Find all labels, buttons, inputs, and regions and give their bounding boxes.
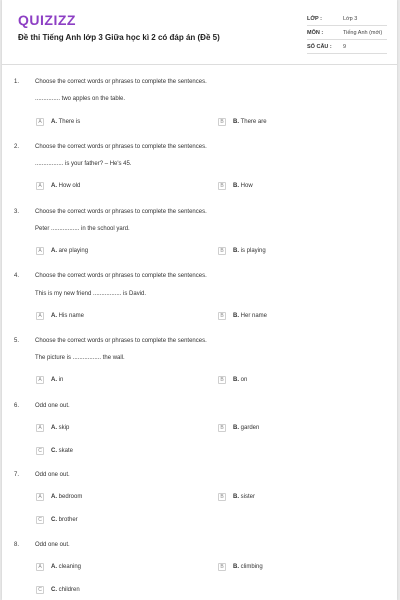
option-text: in <box>58 377 64 383</box>
option-label: A. <box>51 119 57 125</box>
question-number: 3. <box>14 209 20 215</box>
option-label: A. <box>51 377 57 383</box>
option-text: How old <box>58 183 81 189</box>
option-label: A. <box>51 248 57 254</box>
option-letter-box: C <box>36 447 44 455</box>
page-title: Đề thi Tiếng Anh lớp 3 Giữa học kì 2 có đáp án (Đề 5) <box>18 33 220 42</box>
meta-value: 9 <box>343 44 347 50</box>
header-divider <box>2 64 397 65</box>
option-letter-box: C <box>36 516 44 524</box>
meta-row-count <box>307 42 387 54</box>
question-number: 4. <box>14 273 20 279</box>
answer-option[interactable] <box>218 117 267 127</box>
answer-option[interactable] <box>218 375 247 385</box>
option-text: There is <box>58 119 81 125</box>
answer-option[interactable] <box>36 117 80 127</box>
answer-option[interactable] <box>36 375 63 385</box>
question-number: 2. <box>14 144 20 150</box>
option-letter-box: B <box>218 247 226 255</box>
option-text: climbing <box>240 564 263 570</box>
option-label: B. <box>233 564 239 570</box>
option-letter-box: B <box>218 182 226 190</box>
question-number: 8. <box>14 542 20 548</box>
option-label: A. <box>51 313 57 319</box>
option-label: A. <box>51 494 57 500</box>
answer-option[interactable] <box>36 446 73 456</box>
option-text: skip <box>58 425 70 431</box>
option-label: A. <box>51 425 57 431</box>
option-text: sister <box>240 494 256 500</box>
option-text: There are <box>240 119 267 125</box>
question-text: Choose the correct words or phrases to complete the sentences. <box>35 209 207 215</box>
question-text: Choose the correct words or phrases to complete the sentences. <box>35 273 207 279</box>
option-letter-box: B <box>218 118 226 126</box>
answer-option[interactable] <box>218 246 266 256</box>
answer-option[interactable] <box>218 492 255 502</box>
option-letter-box: A <box>36 182 44 190</box>
question-text: Choose the correct words or phrases to complete the sentences. <box>35 144 207 150</box>
question-number: 5. <box>14 338 20 344</box>
meta-label: LỚP : <box>307 16 322 22</box>
meta-value: Tiếng Anh (mới) <box>343 30 383 36</box>
option-label: B. <box>233 377 239 383</box>
option-letter-box: B <box>218 312 226 320</box>
question-sentence: ................. is your father? – He's 45. <box>35 161 132 167</box>
question-sentence: The picture is ................. the wall. <box>35 355 125 361</box>
question-text: Choose the correct words or phrases to complete the sentences. <box>35 79 207 85</box>
option-letter-box: B <box>218 563 226 571</box>
option-label: B. <box>233 119 239 125</box>
question-number: 1. <box>14 79 20 85</box>
option-text: children <box>58 587 80 593</box>
meta-label: MÔN : <box>307 30 324 36</box>
answer-option[interactable] <box>36 311 84 321</box>
option-text: His name <box>58 313 85 319</box>
question-text: Odd one out. <box>35 542 70 548</box>
answer-option[interactable] <box>218 423 259 433</box>
meta-row-class <box>307 14 387 26</box>
option-letter-box: A <box>36 247 44 255</box>
option-letter-box: A <box>36 312 44 320</box>
worksheet-page <box>2 0 397 600</box>
option-letter-box: B <box>218 424 226 432</box>
option-text: garden <box>240 425 260 431</box>
answer-option[interactable] <box>218 562 263 572</box>
answer-option[interactable] <box>36 246 88 256</box>
option-letter-box: A <box>36 563 44 571</box>
answer-option[interactable] <box>218 311 267 321</box>
question-sentence: ............... two apples on the table. <box>35 96 126 102</box>
option-text: are playing <box>58 248 89 254</box>
question-sentence: Peter ................. in the school yard. <box>35 226 130 232</box>
option-label: B. <box>233 425 239 431</box>
question-sentence: This is my new friend ................. is David. <box>35 291 147 297</box>
answer-option[interactable] <box>36 492 82 502</box>
meta-value: Lớp 3 <box>343 16 358 22</box>
question-number: 7. <box>14 472 20 478</box>
question-text: Odd one out. <box>35 403 70 409</box>
option-letter-box: A <box>36 118 44 126</box>
option-text: How <box>240 183 253 189</box>
answer-option[interactable] <box>36 562 81 572</box>
option-label: B. <box>233 313 239 319</box>
meta-row-subject <box>307 28 387 40</box>
answer-option[interactable] <box>36 181 80 191</box>
question-number: 6. <box>14 403 20 409</box>
option-letter-box: A <box>36 376 44 384</box>
answer-option[interactable] <box>36 585 80 595</box>
answer-option[interactable] <box>218 181 253 191</box>
answer-option[interactable] <box>36 515 78 525</box>
answer-option[interactable] <box>36 423 69 433</box>
option-text: on <box>240 377 248 383</box>
option-text: bedroom <box>58 494 83 500</box>
question-text: Choose the correct words or phrases to complete the sentences. <box>35 338 207 344</box>
meta-label: SỐ CÂU : <box>307 44 332 50</box>
option-label: C. <box>51 448 57 454</box>
option-label: C. <box>51 517 57 523</box>
option-label: A. <box>51 564 57 570</box>
quizizz-logo: QUIZIZZ <box>18 12 76 28</box>
option-text: cleaning <box>58 564 82 570</box>
option-letter-box: A <box>36 493 44 501</box>
option-letter-box: C <box>36 586 44 594</box>
question-text: Odd one out. <box>35 472 70 478</box>
option-text: brother <box>58 517 78 523</box>
option-label: B. <box>233 248 239 254</box>
option-text: skate <box>58 448 74 454</box>
option-label: B. <box>233 494 239 500</box>
option-letter-box: B <box>218 493 226 501</box>
option-letter-box: B <box>218 376 226 384</box>
option-text: is playing <box>240 248 266 254</box>
option-letter-box: A <box>36 424 44 432</box>
option-label: B. <box>233 183 239 189</box>
option-label: C. <box>51 587 57 593</box>
option-label: A. <box>51 183 57 189</box>
option-text: Her name <box>240 313 268 319</box>
